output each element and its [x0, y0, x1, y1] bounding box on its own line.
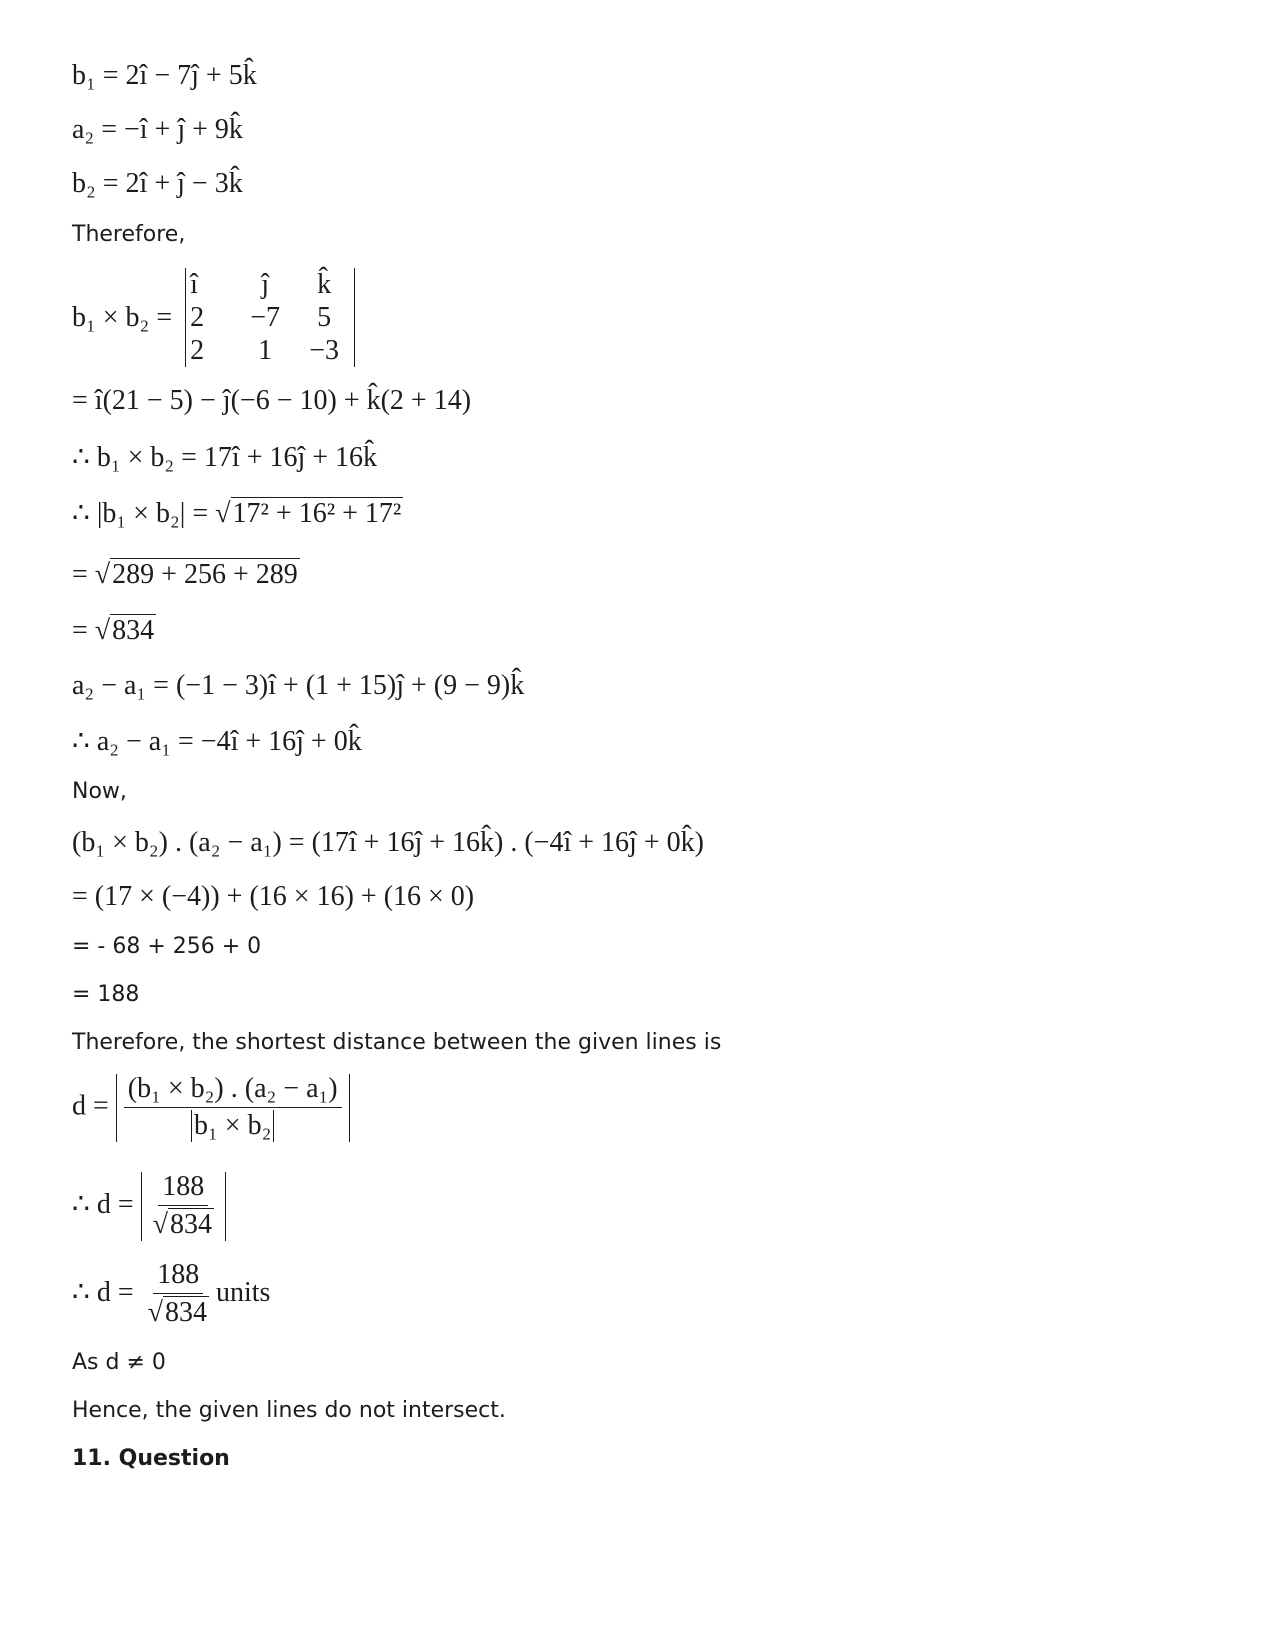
fraction-denominator: √834: [152, 1208, 212, 1240]
equation-magnitude: [72, 496, 403, 530]
det-cell: ĵ: [261, 269, 269, 300]
text-sum: = - 68 + 256 + 0: [72, 934, 262, 959]
determinant-lhs: b₁ × b₂ =: [72, 301, 173, 333]
equation-a2: a₂ = −î + ĵ + 9k̂: [72, 114, 243, 145]
equation-distance-units: [72, 1260, 270, 1329]
units-label: units: [215, 1276, 271, 1308]
equation-b1: b₁ = 2î − 7ĵ + 5k̂: [72, 60, 257, 91]
equation-distance-value: [72, 1172, 226, 1241]
det-cell: î: [190, 269, 198, 300]
det-cell: 5: [317, 302, 332, 333]
text-shortest-distance: Therefore, the shortest distance between the given lines is: [72, 1030, 722, 1055]
det-cell: 2: [190, 335, 205, 366]
equation-sqrt-834: [72, 614, 156, 647]
det-cell: −3: [309, 335, 339, 366]
equation-b2: b₂ = 2î + ĵ − 3k̂: [72, 168, 243, 199]
sqrt-expression: √834: [94, 615, 155, 646]
text-as-d-not-zero: As d ≠ 0: [72, 1350, 166, 1375]
fraction-numerator: (b₁ × b₂) . (a₂ − a₁): [124, 1074, 342, 1108]
text-result-188: = 188: [72, 982, 140, 1007]
radicand: 289 + 256 + 289: [112, 559, 298, 590]
equation-distance-formula: [72, 1074, 350, 1142]
fraction: [149, 1172, 218, 1241]
radicand: 834: [112, 615, 155, 646]
equation-a-difference-result: ∴ a₂ − a₁ = −4î + 16ĵ + 0k̂: [72, 726, 362, 757]
magnitude-lhs: ∴ |b₁ × b₂| =: [72, 498, 216, 529]
text-therefore: Therefore,: [72, 222, 186, 247]
cross-product-determinant: [72, 268, 355, 367]
fraction: [144, 1260, 213, 1329]
sqrt-expression: √17² + 16² + 17²: [215, 498, 402, 529]
distance-lhs: d =: [72, 1090, 116, 1122]
fraction-numerator: 188: [158, 1172, 208, 1206]
det-cell: k̂: [317, 269, 332, 300]
distance-value-lhs: ∴ d =: [72, 1188, 141, 1220]
equation-dot-product: (b₁ × b₂) . (a₂ − a₁) = (17î + 16ĵ + 16k̂) . (−4î + 16ĵ + 0k̂): [72, 827, 704, 858]
equation-dot-expansion: = (17 × (−4)) + (16 × 16) + (16 × 0): [72, 881, 475, 912]
sqrt834-lhs: =: [72, 615, 95, 646]
sum-lhs: =: [72, 559, 95, 590]
det-cell: 1: [258, 335, 273, 366]
equation-cross-result: ∴ b₁ × b₂ = 17î + 16ĵ + 16k̂: [72, 442, 378, 473]
determinant-matrix: [185, 268, 355, 367]
fraction: [124, 1074, 342, 1142]
sqrt-expression: √289 + 256 + 289: [94, 559, 298, 590]
absolute-value: [141, 1172, 226, 1241]
absolute-value: [116, 1074, 350, 1142]
radicand: 834: [164, 1296, 207, 1328]
radicand: 834: [169, 1208, 212, 1240]
magnitude-bars: b₁ × b₂: [191, 1110, 274, 1142]
det-cell: −7: [250, 302, 280, 333]
text-now: Now,: [72, 779, 127, 804]
distance-units-lhs: ∴ d =: [72, 1276, 141, 1308]
equation-expansion: = î(21 − 5) − ĵ(−6 − 10) + k̂(2 + 14): [72, 385, 472, 416]
det-cell: 2: [190, 302, 205, 333]
equation-a-difference: a₂ − a₁ = (−1 − 3)î + (1 + 15)ĵ + (9 − 9)k̂: [72, 670, 525, 701]
equation-sum-squares: [72, 558, 300, 591]
question-heading: 11. Question: [72, 1446, 230, 1471]
text-conclusion: Hence, the given lines do not intersect.: [72, 1398, 506, 1423]
fraction-numerator: 188: [153, 1260, 203, 1294]
fraction-denominator: √834: [147, 1296, 207, 1328]
radicand: 17² + 16² + 17²: [232, 498, 402, 529]
fraction-denominator: [187, 1108, 278, 1142]
